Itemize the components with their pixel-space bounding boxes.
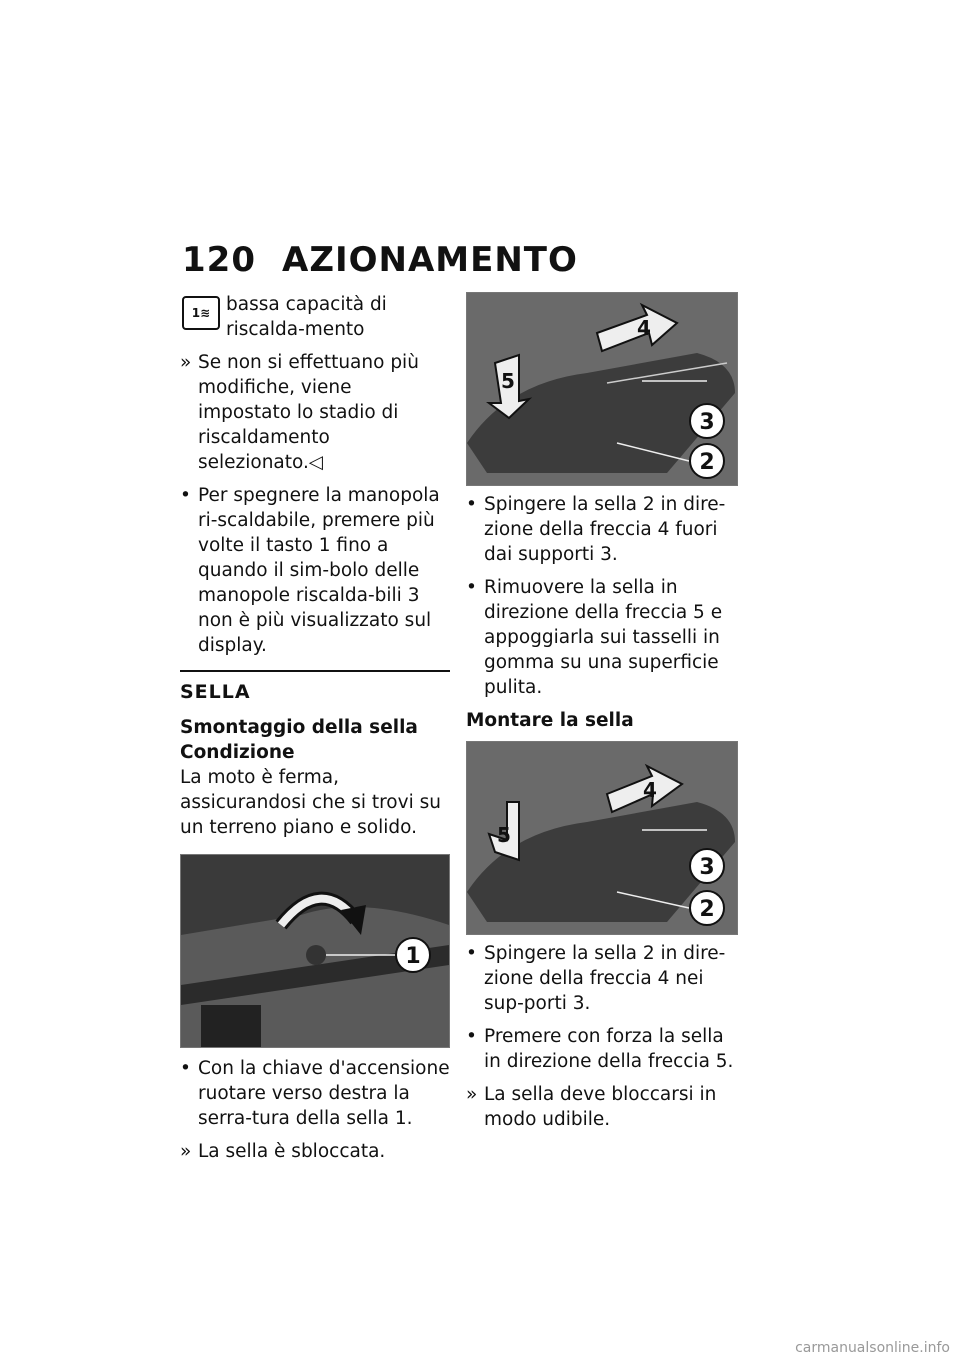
bullet-icon: •	[466, 943, 477, 964]
bullet-icon: •	[466, 494, 477, 515]
callout-5: 5	[497, 823, 511, 847]
bullet-icon: •	[180, 1058, 191, 1079]
result-marker-icon: »	[180, 352, 192, 373]
step-item: • Spingere la sella 2 in dire-zione della freccia 4 fuori dai supporti 3.	[466, 494, 726, 565]
step-item: • Premere con forza la sella in direzione della freccia 5.	[466, 1026, 734, 1072]
bullet-icon: •	[180, 485, 191, 506]
callout-1: 1	[405, 944, 421, 969]
callout-4: 4	[643, 778, 657, 802]
result-item: » La sella è sbloccata.	[180, 1141, 386, 1162]
callout-3: 3	[699, 410, 715, 435]
step-item: • Rimuovere la sella in direzione della freccia 5 e appoggiarla sui tasselli in gomma su una superficie pulita.	[466, 577, 723, 698]
result-item: » Se non si effettuano più modifiche, viene impostato lo stadio di riscaldamento selezionato.◁	[180, 352, 419, 473]
result-marker-icon: »	[466, 1084, 478, 1105]
seat-install-figure	[466, 741, 738, 935]
heating-level-caption: bassa capacità di riscalda-mento	[226, 294, 387, 340]
callout-2: 2	[699, 897, 715, 922]
condition-title: Condizione	[180, 742, 295, 763]
step-item: • Con la chiave d'accensione ruotare verso destra la serra-tura della sella 1.	[180, 1058, 450, 1129]
page-number: 120	[182, 240, 256, 280]
callout-5: 5	[501, 369, 515, 393]
watermark: carmanualsonline.info	[795, 1340, 950, 1356]
step-item: • Per spegnere la manopola ri-scaldabile, premere più volte il tasto 1 fino a quando il sim-bolo delle manopole riscalda-bili 3 non è più visualizzato sul display.	[180, 485, 440, 656]
step-item: • Spingere la sella 2 in dire-zione della freccia 4 nei sup-porti 3.	[466, 943, 726, 1014]
page-header	[182, 240, 578, 280]
subsection-title: Montare la sella	[466, 710, 634, 731]
condition-text: La moto è ferma, assicurandosi che si trovi su un terreno piano e solido.	[180, 767, 441, 838]
right-column	[466, 292, 736, 1140]
section-divider	[180, 670, 450, 672]
result-item: » La sella deve bloccarsi in modo udibile.	[466, 1084, 717, 1130]
bullet-icon: •	[466, 577, 477, 598]
callout-3: 3	[699, 855, 715, 880]
result-marker-icon: »	[180, 1141, 192, 1162]
seat-lock-figure	[180, 854, 450, 1048]
section-title: SELLA	[180, 681, 251, 703]
heating-level-row	[180, 292, 450, 342]
callout-2: 2	[699, 450, 715, 475]
grip-heating-icon: 1≋	[182, 296, 220, 330]
seat-remove-figure	[466, 292, 738, 486]
left-column	[180, 292, 450, 1172]
page-title: AZIONAMENTO	[282, 240, 578, 280]
callout-4: 4	[637, 316, 651, 340]
bullet-icon: •	[466, 1026, 477, 1047]
subsection-title: Smontaggio della sella	[180, 717, 418, 738]
